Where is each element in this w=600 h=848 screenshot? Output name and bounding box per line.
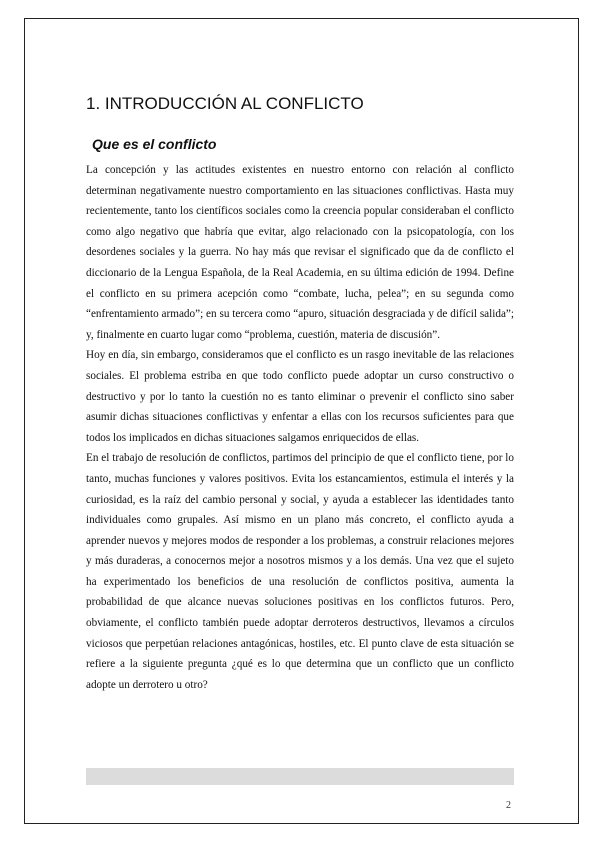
- gray-highlight-bar: [86, 768, 514, 785]
- paragraph-2: Hoy en día, sin embargo, consideramos que el conflicto es un rasgo inevitable de las relaciones sociales. El problema estriba en que todo conflicto puede adoptar un curso constructivo o destructivo y por lo tanto la cuestión no es tanto eliminar o prevenir el conflicto sino saber asumir dichas situaciones conflictivas y enfentar a ellas con los recursos suficientes para que todos los implicados en dichas situaciones salgamos enriquecidos de ellas.: [86, 349, 514, 444]
- section-heading: 1. INTRODUCCIÓN AL CONFLICTO: [86, 94, 364, 113]
- page-number: 2: [506, 800, 511, 811]
- body-text: [86, 160, 514, 695]
- paragraph-3: En el trabajo de resolución de conflictos, partimos del principio de que el conflicto tiene, por lo tanto, muchas funciones y valores positivos. Evita los estancamientos, estimula el interés y la curiosidad, es la raíz del cambio personal y social, y ayuda a establecer las identidades tanto individuales como grupales. Así mismo en un plano más concreto, el conflicto ayuda a aprender nuevos y mejores modos de responder a los problemas, a construir relaciones mejores y más duraderas, a conocernos mejor a nosotros mismos y a los demás. Una vez que el sujeto ha experimentado los beneficios de una resolución de conflictos positiva, aumenta la probabilidad de que alcance nuevas soluciones positivas en los conflictos futuros. Pero, obviamente, el conflicto también puede adoptar derroteros destructivos, llevamos a círculos viciosos que perpetúan relaciones antagónicas, hostiles, etc. El punto clave de esta situación se refiere a la siguiente pregunta ¿qué es lo que determina que un conflicto que un conflicto adopte un derrotero u otro?: [86, 452, 514, 691]
- paragraph-1: La concepción y las actitudes existentes en nuestro entorno con relación al conflicto determinan negativamente nuestro comportamiento en las situaciones conflictivas. Hasta muy recientemente, tanto los científicos sociales como la creencia popular consideraban el conflicto como algo negativo que habría que evitar, algo relacionado con la psicopatología, con los desordenes sociales y la guerra. No hay más que revisar el significado que da de conflicto el diccionario de la Lengua Española, de la Real Academia, en su última edición de 1994. Define el conflicto en su primera acepción como “combate, lucha, pelea”; en su segunda como “enfrentamiento armado”; en su tercera como “apuro, situación desgraciada y de difícil salida”; y, finalmente en cuarto lugar como “problema, cuestión, materia de discusión”.: [86, 164, 514, 341]
- section-subheading: Que es el conflicto: [92, 136, 217, 152]
